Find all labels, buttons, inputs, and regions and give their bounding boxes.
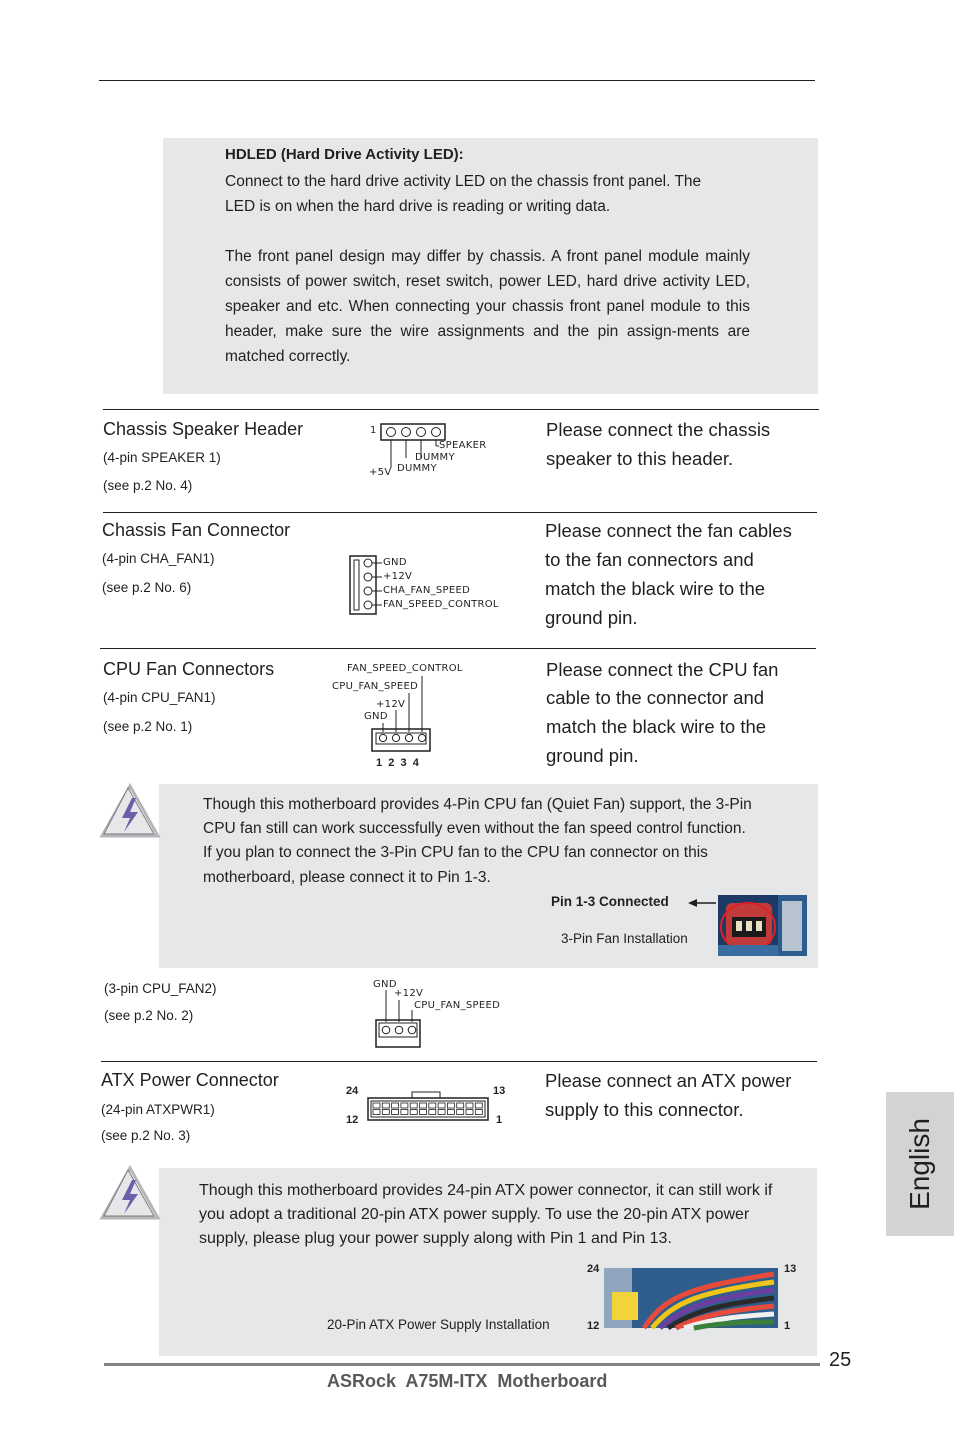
atx-pin	[438, 1110, 445, 1115]
speaker-title: Chassis Speaker Header	[103, 419, 304, 439]
speaker-lbl-dummy-2: DUMMY	[397, 463, 437, 474]
hdled-title: HDLED (Hard Drive Activity LED):	[225, 146, 464, 163]
atx-photo-label-13: 13	[784, 1263, 797, 1275]
speaker-lbl-5v: +5V	[369, 467, 392, 478]
atx-pin	[410, 1103, 417, 1108]
section-rule	[103, 409, 819, 410]
atx-pin	[373, 1110, 380, 1115]
atx-desc-1: Please connect an ATX power	[545, 1070, 792, 1091]
language-tab-label: English	[904, 1118, 935, 1210]
front-panel-paragraph: The front panel design may differ by chassis. A front panel module mainly consists of power switch, reset switch, power LED, hard drive activity LED, speaker and etc. When connecting your chassis front panel module to this header, make sure the wire assignments and the pin assign-ments are matched correctly.	[225, 248, 750, 365]
cpu-fan-sub-1: (4-pin CPU_FAN1)	[103, 690, 216, 705]
page-number: 25	[829, 1349, 852, 1371]
atx-pin	[392, 1110, 399, 1115]
atx-pin	[457, 1103, 464, 1108]
pin-connected-arrow	[688, 896, 718, 908]
atx-note-line-1: Though this motherboard provides 24-pin ATX power connector, it can still work if	[199, 1182, 773, 1199]
atx-sub-1: (24-pin ATXPWR1)	[101, 1102, 215, 1117]
atx-photo-label-1: 1	[784, 1320, 791, 1332]
cpu-fan-diagram	[330, 660, 480, 772]
language-tab	[886, 1092, 954, 1236]
atx-label-24: 24	[346, 1085, 359, 1097]
atx-pin	[447, 1110, 454, 1115]
warning-icon	[100, 784, 162, 840]
speaker-sub-2: (see p.2 No. 4)	[103, 478, 193, 493]
cpu-fan2-diagram	[370, 978, 510, 1050]
atx-pin	[420, 1110, 427, 1115]
cha-fan-sub-2: (see p.2 No. 6)	[102, 580, 192, 595]
cpu-lbl-fsc: FAN_SPEED_CONTROL	[347, 663, 463, 674]
cha-pin-gnd: GND	[383, 557, 407, 568]
header-rule	[99, 80, 815, 81]
section-rule	[101, 1061, 817, 1062]
atx-install-photo	[604, 1268, 778, 1328]
speaker-lbl-speaker: SPEAKER	[439, 440, 487, 451]
cpu-fan-desc-4: ground pin.	[546, 745, 639, 766]
cpu-lbl-cfs: CPU_FAN_SPEED	[332, 681, 419, 692]
atx-pin	[382, 1103, 389, 1108]
cha-fan-desc-1: Please connect the fan cables	[545, 520, 792, 541]
speaker-pin-one-label: 1	[370, 425, 377, 436]
cpu-note-line-2: CPU fan still can work successfully even without the fan speed control function.	[203, 820, 746, 837]
fan-install-photo	[718, 895, 807, 956]
cpu-note-line-3: If you plan to connect the 3-Pin CPU fan to the CPU fan connector on this	[203, 844, 708, 861]
speaker-desc-1: Please connect the chassis	[546, 419, 771, 440]
cpu2-lbl-gnd: GND	[373, 979, 397, 990]
atx-note-line-2: you adopt a traditional 20-pin ATX power supply. To use the 20-pin ATX power	[199, 1206, 750, 1223]
cpu-note-line-4: motherboard, please connect it to Pin 1-3.	[203, 869, 491, 886]
cha-pin-speed: CHA_FAN_SPEED	[383, 585, 471, 596]
cha-fan-desc-4: ground pin.	[545, 607, 638, 628]
speaker-header-diagram	[365, 420, 495, 480]
atx-pin	[382, 1110, 389, 1115]
atx-pin	[457, 1110, 464, 1115]
cpu-fan2-sub-2: (see p.2 No. 2)	[104, 1008, 194, 1023]
section-rule	[103, 512, 817, 513]
atx-pin	[466, 1110, 473, 1115]
footer-rule	[104, 1363, 820, 1366]
atx-pin	[401, 1103, 408, 1108]
atx-pin	[410, 1110, 417, 1115]
atx-pin	[392, 1103, 399, 1108]
atx-pin	[429, 1103, 436, 1108]
cpu-note-line-1: Though this motherboard provides 4-Pin CPU fan (Quiet Fan) support, the 3-Pin	[203, 796, 752, 813]
cpu-lbl-12v: +12V	[376, 699, 406, 710]
cpu2-lbl-12v: +12V	[394, 988, 424, 999]
atx-label-13: 13	[493, 1085, 506, 1097]
atx-pin	[373, 1103, 380, 1108]
cpu-fan-title: CPU Fan Connectors	[103, 659, 275, 679]
cha-fan-desc-2: to the fan connectors and	[545, 549, 754, 570]
atx-sub-2: (see p.2 No. 3)	[101, 1128, 191, 1143]
atx-pin	[475, 1103, 482, 1108]
atx-connector-diagram	[340, 1082, 520, 1132]
pin-connected-label: Pin 1-3 Connected	[551, 894, 669, 909]
atx-pin	[447, 1103, 454, 1108]
cha-fan-diagram	[348, 554, 518, 616]
cha-pin-control: FAN_SPEED_CONTROL	[383, 599, 499, 610]
atx-label-1: 1	[496, 1114, 503, 1126]
atx-pin	[438, 1103, 445, 1108]
warning-icon	[100, 1166, 162, 1222]
speaker-sub-1: (4-pin SPEAKER 1)	[103, 450, 221, 465]
atx-desc-2: supply to this connector.	[545, 1099, 744, 1120]
atx-pin	[466, 1103, 473, 1108]
atx-label-12: 12	[346, 1114, 359, 1126]
cpu2-lbl-cfs: CPU_FAN_SPEED	[414, 1000, 501, 1011]
cpu-pin-numbers: 1 2 3 4	[376, 757, 419, 769]
atx-pin	[401, 1110, 408, 1115]
cpu-fan-sub-2: (see p.2 No. 1)	[103, 719, 193, 734]
footer-product: ASRock A75M-ITX Motherboard	[327, 1371, 608, 1391]
fan-install-caption: 3-Pin Fan Installation	[561, 931, 688, 946]
atx-photo-label-24: 24	[587, 1263, 600, 1275]
cha-fan-sub-1: (4-pin CHA_FAN1)	[102, 551, 215, 566]
cpu-fan-desc-1: Please connect the CPU fan	[546, 659, 779, 680]
section-rule	[100, 648, 816, 649]
cpu-lbl-gnd: GND	[364, 711, 388, 722]
hdled-line-1: Connect to the hard drive activity LED on the chassis front panel. The	[225, 173, 702, 190]
atx-install-caption: 20-Pin ATX Power Supply Installation	[327, 1317, 550, 1332]
cpu-fan2-sub-1: (3-pin CPU_FAN2)	[104, 981, 217, 996]
cha-fan-desc-3: match the black wire to the	[545, 578, 766, 599]
cha-fan-title: Chassis Fan Connector	[102, 520, 291, 540]
atx-photo-label-12: 12	[587, 1320, 600, 1332]
speaker-lbl-dummy-1: DUMMY	[415, 452, 455, 463]
atx-note-line-3: supply, please plug your power supply along with Pin 1 and Pin 13.	[199, 1230, 672, 1247]
atx-pin	[429, 1110, 436, 1115]
cpu-fan-desc-2: cable to the connector and	[546, 687, 765, 708]
speaker-desc-2: speaker to this header.	[546, 448, 734, 469]
atx-pin	[475, 1110, 482, 1115]
atx-title: ATX Power Connector	[101, 1070, 279, 1090]
hdled-line-2: LED is on when the hard drive is reading or writing data.	[225, 198, 611, 215]
cha-pin-12v: +12V	[383, 571, 413, 582]
atx-pin	[420, 1103, 427, 1108]
cpu-fan-desc-3: match the black wire to the	[546, 716, 767, 737]
